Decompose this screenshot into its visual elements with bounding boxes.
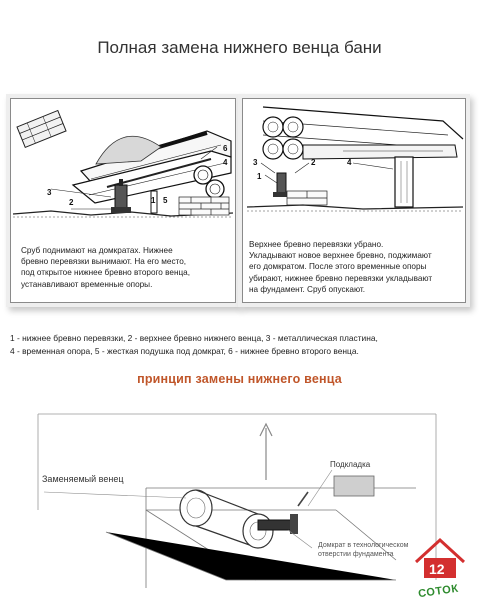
replacement-sketch bbox=[36, 410, 440, 588]
section-subtitle: принцип замены нижнего венца bbox=[137, 372, 342, 386]
jack-label: Домкрат в технологическом отверстии фундамента bbox=[318, 542, 409, 558]
left-diagram-panel bbox=[10, 98, 236, 303]
logo-number: 12 bbox=[429, 561, 445, 577]
marker-1: 1 bbox=[257, 172, 262, 181]
house-logo-icon bbox=[408, 534, 478, 598]
marker-5: 5 bbox=[163, 196, 168, 205]
right-diagram-illustration bbox=[243, 99, 465, 224]
marker-3: 3 bbox=[47, 188, 52, 197]
marker-4: 4 bbox=[347, 158, 352, 167]
marker-1: 1 bbox=[151, 196, 156, 205]
marker-2: 2 bbox=[311, 158, 316, 167]
logo-word: СОТОК bbox=[417, 582, 460, 598]
left-diagram-illustration bbox=[11, 99, 235, 224]
legend-line: 4 - временная опора, 5 - жесткая подушка под домкрат, 6 - нижнее бревно второго венца. bbox=[10, 346, 359, 356]
marker-4: 4 bbox=[223, 158, 228, 167]
page-title: Полная замена нижнего венца бани bbox=[97, 38, 382, 57]
site-logo[interactable] bbox=[408, 534, 478, 598]
replaced-crown-label: Заменяемый венец bbox=[42, 474, 124, 484]
legend bbox=[10, 332, 472, 358]
legend-line: 1 - нижнее бревно перевязки, 2 - верхнее бревно нижнего венца, 3 - металлическая пластина, bbox=[10, 333, 378, 343]
left-panel-caption: Сруб поднимают на домкратах. Нижнее бревно перевязки вынимают. На его место, под открытое нижнее бревно второго венца, устанавливают временные опоры. bbox=[21, 246, 190, 289]
right-diagram-panel bbox=[242, 98, 466, 303]
marker-3: 3 bbox=[253, 158, 258, 167]
sketch-illustration bbox=[36, 410, 440, 588]
right-panel-caption: Верхнее бревно перевязки убрано. Укладывают новое верхнее бревно, поджимают его домкратом. После этого временные опоры убирают, нижнее бревно перевязки укладывают на фундамент. Сруб опускают. bbox=[249, 240, 433, 294]
pad-label: Подкладка bbox=[330, 460, 371, 469]
marker-2: 2 bbox=[69, 198, 74, 207]
marker-6: 6 bbox=[223, 144, 228, 153]
